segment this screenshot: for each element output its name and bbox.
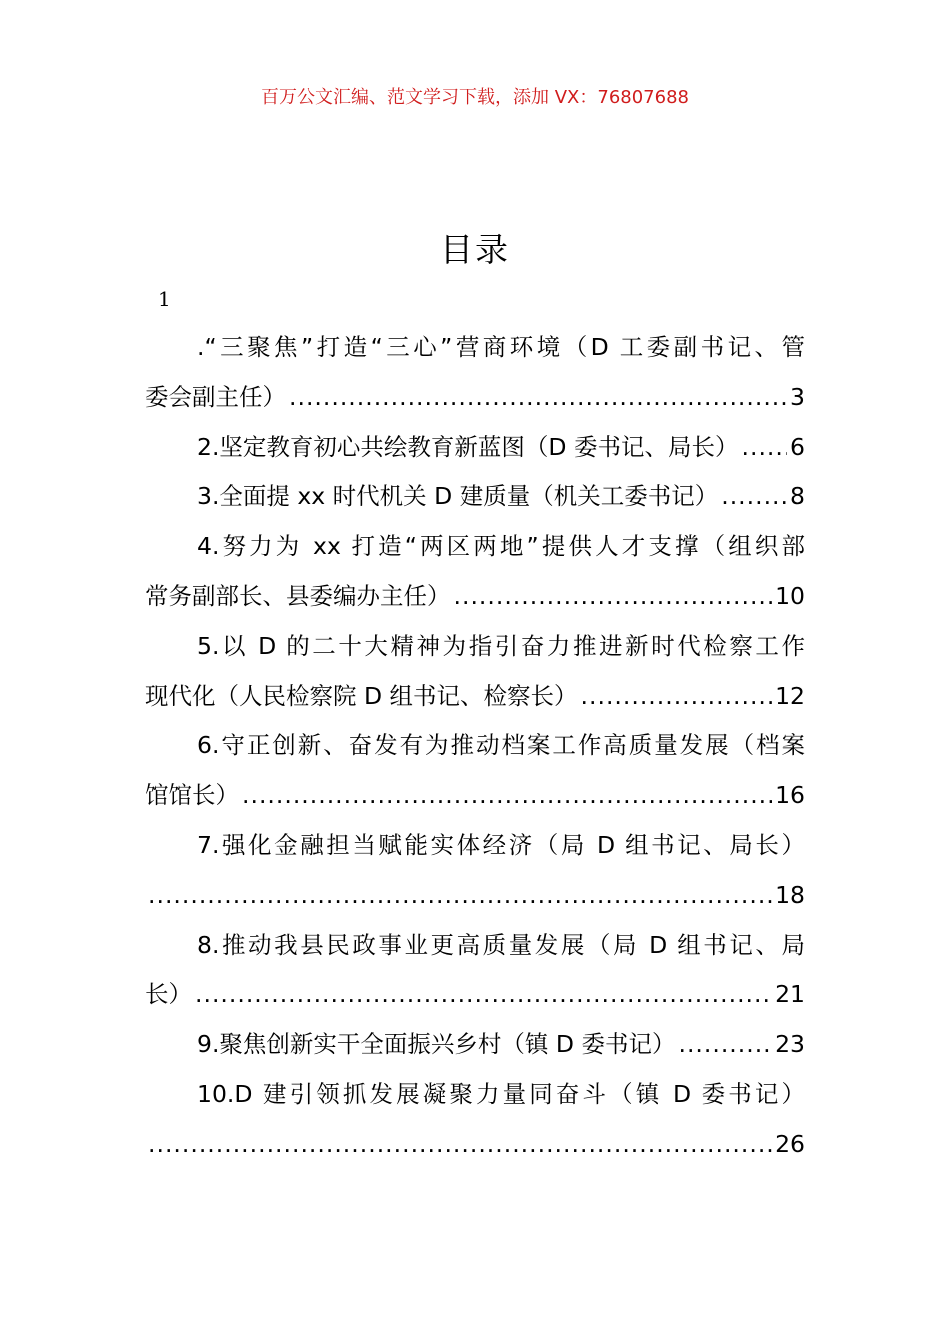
- toc-entry-title: 5.以 D 的二十大精神为指引奋力推进新时代检察工作: [197, 631, 805, 660]
- toc-entry[interactable]: [145, 472, 805, 522]
- toc-entry-title: 8.推动我县民政事业更高质量发展（局 D 组书记、局: [197, 930, 805, 959]
- toc-page-number: 10: [775, 581, 805, 610]
- toc-page-number: 18: [775, 880, 805, 909]
- toc-entry-title: 9.聚焦创新实干全面振兴乡村（镇 D 委书记）: [197, 1030, 676, 1059]
- table-of-contents: [145, 323, 805, 1170]
- toc-entry-continuation: [145, 871, 805, 921]
- toc-entry-line: [145, 1020, 805, 1070]
- dot-leader: [148, 1120, 772, 1170]
- toc-page-number: 8: [790, 482, 805, 511]
- toc-entry-title-cont: 常务副部长、县委编办主任）: [145, 581, 451, 610]
- toc-entry-title-cont: 委会副主任）: [145, 382, 286, 411]
- toc-page-number: 26: [775, 1129, 805, 1158]
- toc-entry-title: 6.守正创新、奋发有为推动档案工作高质量发展（档案: [197, 731, 805, 760]
- toc-entry[interactable]: [145, 1070, 805, 1170]
- toc-entry-line: [145, 472, 805, 522]
- promo-header: 百万公文汇编、范文学习下载，添加 VX：76807688: [261, 87, 689, 108]
- toc-entry[interactable]: [145, 423, 805, 473]
- toc-entry-continuation: [145, 970, 805, 1020]
- toc-entry[interactable]: [145, 622, 805, 722]
- list-marker: 1: [158, 287, 171, 311]
- toc-entry-title: 10.D 建引领抓发展凝聚力量同奋斗（镇 D 委书记）: [197, 1079, 805, 1108]
- toc-entry-continuation: [145, 672, 805, 722]
- dot-leader: [742, 423, 788, 473]
- toc-entry[interactable]: [145, 1020, 805, 1070]
- dot-leader: [581, 672, 773, 722]
- toc-entry-title: 4.努力为 xx 打造“两区两地”提供人才支撑（组织部: [197, 532, 805, 561]
- dot-leader: [454, 572, 773, 622]
- toc-entry-title: 2.坚定教育初心共绘教育新蓝图（D 委书记、局长）: [197, 432, 739, 461]
- toc-entry-title-cont: 馆馆长）: [145, 781, 239, 810]
- dot-leader: [678, 1020, 772, 1070]
- toc-entry[interactable]: [145, 522, 805, 622]
- toc-page-number: 3: [790, 382, 805, 411]
- toc-entry-title-cont: 长）: [145, 980, 192, 1009]
- dot-leader: [721, 472, 787, 522]
- page-title: 目录: [440, 230, 510, 269]
- dot-leader: [195, 970, 772, 1020]
- toc-entry-continuation: [145, 771, 805, 821]
- toc-entry-title: 3.全面提 xx 时代机关 D 建质量（机关工委书记）: [197, 482, 719, 511]
- toc-page-number: 16: [775, 781, 805, 810]
- toc-entry-continuation: [145, 1120, 805, 1170]
- dot-leader: [289, 373, 787, 423]
- toc-page-number: 12: [775, 681, 805, 710]
- toc-page-number: 21: [775, 980, 805, 1009]
- toc-entry[interactable]: [145, 921, 805, 1021]
- toc-entry-continuation: [145, 572, 805, 622]
- toc-entry-continuation: [145, 373, 805, 423]
- toc-page-number: 6: [790, 432, 805, 461]
- toc-entry[interactable]: [145, 323, 805, 423]
- toc-entry-title: 7.强化金融担当赋能实体经济（局 D 组书记、局长）: [197, 830, 805, 859]
- toc-entry-title: .“三聚焦”打造“三心”营商环境（D 工委副书记、管: [197, 333, 805, 361]
- dot-leader: [148, 871, 772, 921]
- toc-entry-line: [145, 423, 805, 473]
- toc-entry[interactable]: [145, 821, 805, 921]
- toc-entry-title-cont: 现代化（人民检察院 D 组书记、检察长）: [145, 681, 578, 710]
- toc-page-number: 23: [775, 1030, 805, 1059]
- dot-leader: [242, 771, 772, 821]
- toc-entry[interactable]: [145, 721, 805, 821]
